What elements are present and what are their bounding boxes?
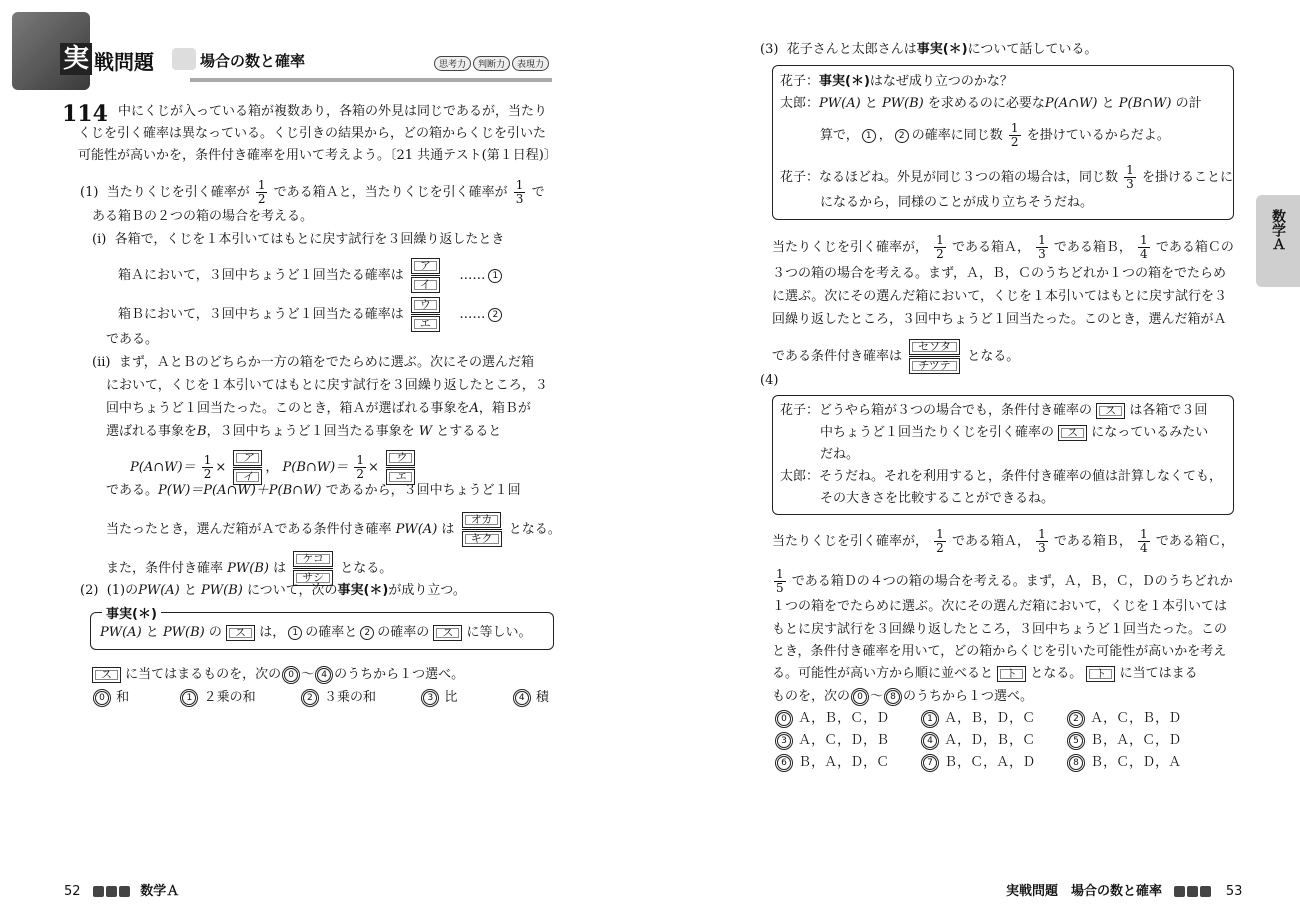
- part3-label: (3): [760, 42, 779, 57]
- box-b-text: 箱Ｂにおいて，３回中ちょうど１回当たる確率は: [118, 307, 404, 322]
- para2-line6: [772, 665, 1198, 683]
- part2-text-d: が成り立つ。: [388, 583, 466, 598]
- part1-line1: [80, 179, 545, 206]
- part1-text-b: である箱Ａと，当たりくじを引く確率が: [273, 185, 508, 200]
- right-page: [650, 0, 1300, 921]
- dialogue2-hanako-3: だね。: [820, 447, 860, 462]
- part1-label: (1): [80, 185, 99, 200]
- para2-line7: ものを，次の 0 ～ 8 のうちから１つ選べ。: [772, 689, 1034, 704]
- fact-pwa: PW(A): [100, 625, 142, 640]
- rchoice-7[interactable]: 7 Ｂ，Ｃ，Ａ，Ｄ: [920, 754, 1035, 772]
- fact-c: の確率と: [305, 625, 358, 640]
- part2-line: [80, 582, 466, 600]
- d1-l2b: の確率に同じ数: [911, 128, 1003, 143]
- intro-line-1: 中にくじが入っている箱が複数あり，各箱の外見は同じであるが，当たり: [118, 104, 548, 119]
- subpart-i-end: である。: [106, 332, 159, 347]
- event-w: W: [418, 424, 433, 439]
- part2-fact: 事実(＊): [337, 583, 389, 598]
- fact-pwb: PW(B): [162, 625, 205, 640]
- pw-formula: P(W)＝P(A∩W)＋P(B∩W): [158, 483, 322, 498]
- header-subtitle: 場合の数と確率: [200, 52, 306, 70]
- footer-right: [1006, 880, 1242, 899]
- subpart-ii-text4: 選ばれる事象を: [106, 424, 198, 439]
- answer-slot-u-e[interactable]: ウ エ: [411, 297, 440, 332]
- d1-hana2-b: を掛けることに: [1141, 170, 1233, 185]
- speaker-taro: 太郎：: [780, 96, 820, 111]
- fact-box-title: 事実(＊): [102, 603, 161, 622]
- header-title: 戦問題: [94, 50, 154, 74]
- side-tab-label: 数学Ａ: [1270, 209, 1286, 251]
- para2-a: 当たりくじを引く確率が，: [772, 534, 929, 549]
- d1-pwa: PW(A): [819, 96, 861, 111]
- subpart-ii-text3: 回中ちょうど１回当たった。このとき，箱Ａが選ばれる事象を: [106, 401, 470, 416]
- subpart-ii-line3: [106, 400, 531, 418]
- part2-text-c: について，次の: [247, 583, 338, 598]
- d1-pwb: PW(B): [881, 96, 924, 111]
- dialogue1-hanako-text: はなぜ成り立つのかな？: [869, 74, 1013, 89]
- circled-1b: 1: [288, 626, 302, 640]
- box-a-text: 箱Ａにおいて，３回中ちょうど１回当たる確率は: [118, 268, 404, 283]
- header-divider: [172, 48, 196, 70]
- circled-4: 4: [317, 668, 331, 682]
- problem-number: 114: [62, 101, 108, 127]
- rchoice-4[interactable]: 4 Ａ，Ｄ，Ｂ，Ｃ: [920, 732, 1035, 750]
- formula-pb: P(B∩W)＝: [282, 460, 349, 475]
- intro-line-2: くじを引く確率は異なっている。くじ引きの結果から，どの箱からくじを引いた: [78, 126, 547, 141]
- para2-b: である箱Ａ，: [951, 534, 1030, 549]
- pw-line: [106, 482, 521, 500]
- part2-text-a: (1)の: [106, 583, 139, 598]
- conditional-b-line: [106, 551, 392, 586]
- para1-b: である箱Ａ，: [951, 240, 1030, 255]
- d2-hana-l2b: になっているみたい: [1091, 425, 1209, 440]
- rchoice-8[interactable]: 8 Ｂ，Ｃ，Ｄ，Ａ: [1066, 754, 1181, 772]
- choice-3[interactable]: 3 比: [420, 690, 457, 705]
- speaker-hanako-2: 花子：: [780, 170, 820, 185]
- choices-row: [92, 689, 549, 707]
- para1-line2: ３つの箱の場合を考える。まず，Ａ，Ｂ，Ｃのうちどれか１つの箱をでたらめ: [772, 266, 1226, 281]
- d2-taro-a: そうだね。それを利用すると，条件付き確率の値は計算しなくても，: [819, 469, 1223, 484]
- ellipsis: ……: [459, 307, 486, 322]
- d2-speaker-hanako: 花子：: [780, 403, 820, 418]
- part1-text-c: で: [531, 185, 545, 200]
- formula-slot-u-e: ウ エ: [386, 450, 415, 485]
- circled-2b: 2: [360, 626, 374, 640]
- badge-thinking: 思考力: [434, 56, 471, 71]
- question-slot-su[interactable]: ス: [92, 667, 121, 683]
- footer-title: 実戦問題 場合の数と確率: [1006, 884, 1163, 899]
- page-number-right: 53: [1225, 884, 1243, 899]
- pw-text-b: であるから，３回中ちょうど１回: [325, 483, 521, 498]
- pw-text-a: である。: [106, 483, 159, 498]
- header-badges: [432, 52, 549, 71]
- fact-box-text: [100, 624, 532, 642]
- para1-line3: に選ぶ。次にその選んだ箱において，くじを１本引いてはもとに戻す試行を３: [772, 289, 1228, 304]
- para2-line2: $\frac{1}{5}$ である箱Ｄの４つの箱の場合を考える。まず，Ａ，Ｂ，Ｃ，Ｄのうちどれか: [776, 567, 1233, 595]
- formula-slot-a-i: ア イ: [233, 450, 262, 485]
- para2-l6c: に当てはまる: [1119, 666, 1198, 681]
- speaker-hanako: 花子：: [780, 74, 820, 89]
- subpart-i-label: (i): [92, 232, 107, 247]
- dialogue2-hanako-2: [820, 424, 1208, 442]
- dialogue1-hanako-3: になるから，同様のことが成り立ちそうだね。: [820, 195, 1094, 210]
- d1-hana2-a: なるほどね。外見が同じ３つの箱の場合は，同じ数: [819, 170, 1119, 185]
- ellipsis: ……: [459, 268, 486, 283]
- para2-l6b: となる。: [1030, 666, 1083, 681]
- question-text-a: に当てはまるものを，次の: [125, 667, 282, 682]
- para1-d: である箱Ｃの: [1155, 240, 1234, 255]
- dialogue1-hanako-2: 花子：なるほどね。外見が同じ３つの箱の場合は，同じ数 $\frac{1}{3}$ を掛けることに: [780, 163, 1233, 191]
- d2-slot-su-2[interactable]: ス: [1058, 425, 1087, 441]
- d2-hana-l2a: 中ちょうど１回当たりくじを引く確率の: [820, 425, 1055, 440]
- subpart-ii-line1: [92, 354, 534, 372]
- para2-line1: 当たりくじを引く確率が， $\frac{1}{2}$ である箱Ａ， $\frac{1}{3}$ である箱Ｂ， $\frac{1}{4}$ である箱Ｃ，: [772, 527, 1234, 555]
- dialogue2-taro-2: その大きさを比較することができるね。: [820, 491, 1055, 506]
- pwb: PW(B): [227, 561, 269, 576]
- pwb-2: PW(B): [201, 583, 243, 598]
- answer-slot-oka-kiku[interactable]: オカ キク: [462, 512, 502, 547]
- para2-l6a: る。可能性が高い方から順に並べると: [772, 666, 994, 681]
- circled-1: 1: [488, 269, 502, 283]
- cond-a-wa: は: [441, 522, 455, 537]
- dialogue2-taro-1: [780, 468, 1222, 486]
- fraction-half: $\frac{1}{2}$: [257, 178, 266, 206]
- header-kanji: 実: [60, 43, 92, 75]
- badge-expression: 表現力: [512, 56, 549, 71]
- answer-slot-sesota-chitsute[interactable]: セソタ チツテ: [909, 339, 960, 374]
- choice-2[interactable]: 2 ３乗の和: [300, 690, 376, 705]
- rchoice-0[interactable]: 0 Ａ，Ｂ，Ｃ，Ｄ: [774, 710, 889, 728]
- d1-to2: と: [1101, 96, 1115, 111]
- header-rule: [190, 78, 552, 82]
- conditional-a-line: [106, 512, 561, 547]
- part1-text-a: 当たりくじを引く確率が: [106, 185, 250, 200]
- para1-line4: 回繰り返したところ，３回中ちょうど１回当たった。このとき，選んだ箱がＡ: [772, 312, 1227, 327]
- d1-text2: を求めるのに必要な: [927, 96, 1045, 111]
- para2-d: である箱Ｃ，: [1155, 534, 1234, 549]
- fact-e: に等しい。: [466, 625, 532, 640]
- para1-line1: 当たりくじを引く確率が， $\frac{1}{2}$ である箱Ａ， $\frac{1}{3}$ である箱Ｂ， $\frac{1}{4}$ である箱Ｃの: [772, 233, 1234, 261]
- subpart-i: [92, 231, 504, 249]
- para2-c: である箱Ｂ，: [1053, 534, 1132, 549]
- circled-0: 0: [284, 668, 298, 682]
- para2-line3: １つの箱をでたらめに選ぶ。次にその選んだ箱において，くじを１本引いては: [772, 599, 1228, 614]
- rchoice-2[interactable]: 2 Ａ，Ｃ，Ｂ，Ｄ: [1066, 710, 1181, 728]
- rchoice-1[interactable]: 1 Ａ，Ｂ，Ｄ，Ｃ: [920, 710, 1035, 728]
- circled-2: 2: [488, 308, 502, 322]
- part3-text2: について話している。: [967, 42, 1098, 57]
- box-b-probability: [118, 297, 505, 332]
- fact-and: と: [145, 625, 159, 640]
- para1-a: 当たりくじを引く確率が，: [772, 240, 929, 255]
- subpart-ii-line4: [106, 423, 501, 441]
- event-a: A: [469, 401, 479, 416]
- d1-to: と: [864, 96, 878, 111]
- question-text-b: のうちから１つ選べ。: [334, 667, 465, 682]
- answer-slot-a-i[interactable]: ア イ: [411, 258, 440, 293]
- d2-slot-su-1[interactable]: ス: [1096, 403, 1125, 419]
- para1-last: である条件付き確率は: [772, 349, 903, 364]
- formula-pa: P(A∩W)＝: [130, 460, 196, 475]
- para1-last2: となる。: [967, 349, 1020, 364]
- intro-line-3: 可能性が高いかを，条件付き確率を用いて考えよう。〔21 共通テスト(第１日程)〕: [78, 148, 557, 163]
- dialogue1-taro-1: 太郎：PW(A) と PW(B) を求めるのに必要なP(A∩W) と P(B∩W) の計: [780, 96, 1202, 111]
- part1-line2: ある箱Ｂの２つの箱の場合を考える。: [92, 209, 314, 224]
- para2-l7a: ものを，次の: [772, 689, 851, 704]
- badge-judgement: 判断力: [473, 56, 510, 71]
- dialogue1-taro-2: 算で， 1 ， 2 の確率に同じ数 $\frac{1}{2}$ を掛けているからだよ。: [820, 121, 1170, 149]
- para2-line5: とき，条件付き確率を用いて，どの箱からくじを引いた可能性が高いかを考え: [772, 644, 1227, 659]
- footer-left: [64, 880, 179, 899]
- d1-text4: の計: [1175, 96, 1202, 111]
- para1-line5: [772, 339, 1019, 374]
- pwa: PW(A): [395, 522, 438, 537]
- page-header: [20, 40, 560, 80]
- cond-b-text: また，条件付き確率: [106, 561, 224, 576]
- subpart-ii-text4-end: とするると: [436, 424, 502, 439]
- d2-hana-a: どうやら箱が３つの場合でも，条件付き確率の: [819, 403, 1093, 418]
- para2-l7b: のうちから１つ選べ。: [903, 689, 1034, 704]
- part3-line: [760, 41, 1097, 59]
- side-tab[interactable]: [1256, 195, 1300, 287]
- choice-0[interactable]: 0 和: [92, 690, 129, 705]
- rchoice-3[interactable]: 3 Ａ，Ｃ，Ｄ，Ｂ: [774, 732, 889, 750]
- choice-4[interactable]: 4 積: [512, 690, 549, 705]
- answer-slot-su[interactable]: ス: [226, 625, 255, 641]
- part2-text-b: と: [183, 583, 197, 598]
- event-b: B: [197, 424, 207, 439]
- subpart-ii-text4-tail: ，３回中ちょうど１回当たる事象を: [206, 424, 415, 439]
- box-a-probability: [118, 258, 505, 293]
- formula-line: P(A∩W)＝ $\frac{1}{2}$ × ア イ ， P(B∩W)＝ $\frac{1}{2}$ × ウ エ: [130, 450, 418, 485]
- rchoice-5[interactable]: 5 Ｂ，Ａ，Ｃ，Ｄ: [1066, 732, 1181, 750]
- subpart-ii-text3-tail: ，箱Ｂが: [478, 401, 531, 416]
- footer-subject: 数学Ａ: [140, 884, 180, 899]
- subpart-ii-label: (ii): [92, 355, 111, 370]
- subpart-ii-text1: まず，ＡとＢのどちらか一方の箱をでたらめに選ぶ。次にその選んだ箱: [118, 355, 534, 370]
- cond-a-end: となる。: [508, 522, 561, 537]
- fact-no: の: [208, 625, 222, 640]
- fraction-third: $\frac{1}{3}$: [515, 178, 524, 206]
- part3-fact: 事実(＊): [916, 42, 968, 57]
- cond-b-end: となる。: [340, 561, 393, 576]
- rchoice-6[interactable]: 6 Ｂ，Ａ，Ｄ，Ｃ: [774, 754, 889, 772]
- d2-hana-b: は各箱で３回: [1129, 403, 1208, 418]
- fact-wa: は，: [259, 625, 286, 640]
- part3-text: 花子さんと太郎さんは: [786, 42, 917, 57]
- para2-l2: である箱Ｄの４つの箱の場合を考える。まず，Ａ，Ｂ，Ｃ，Ｄのうちどれか: [791, 574, 1233, 589]
- d1-l2a: 算で，: [820, 128, 859, 143]
- d2-speaker-taro: 太郎：: [780, 469, 820, 484]
- cond-b-wa: は: [273, 561, 287, 576]
- choice-1[interactable]: 1 ２乗の和: [179, 690, 255, 705]
- answer-slot-to[interactable]: ト: [997, 666, 1026, 682]
- subpart-ii-line2: において，くじを１本引いてはもとに戻す試行を３回繰り返したところ，３: [106, 378, 548, 393]
- question-line: ス に当てはまるものを，次の 0 ～ 4 のうちから１つ選べ。: [92, 666, 464, 684]
- dialogue2-hanako-1: [780, 402, 1207, 420]
- cond-a-text: 当たったとき，選んだ箱がＡである条件付き確率: [106, 522, 392, 537]
- para1-c: である箱Ｂ，: [1053, 240, 1132, 255]
- dialogue-fact: 事実(＊): [819, 74, 870, 89]
- para2-line4: もとに戻す試行を３回繰り返したところ，３回中ちょうど１回当たった。この: [772, 622, 1228, 637]
- part4-label: (4): [760, 373, 779, 388]
- answer-slot-keko-sashi[interactable]: ケコ サシ: [293, 551, 333, 586]
- fact-d: の確率の: [377, 625, 430, 640]
- dialogue1-hanako-1: [780, 73, 1013, 91]
- answer-slot-to-2[interactable]: ト: [1086, 666, 1115, 682]
- part2-label: (2): [80, 583, 99, 598]
- pwa-2: PW(A): [138, 583, 180, 598]
- d1-l2c: を掛けているからだよ。: [1026, 128, 1170, 143]
- page-number-left: 52: [64, 884, 81, 899]
- subpart-i-text: 各箱で，くじを１本引いてはもとに戻す試行を３回繰り返したとき: [114, 232, 505, 247]
- answer-slot-su-2[interactable]: ス: [433, 625, 462, 641]
